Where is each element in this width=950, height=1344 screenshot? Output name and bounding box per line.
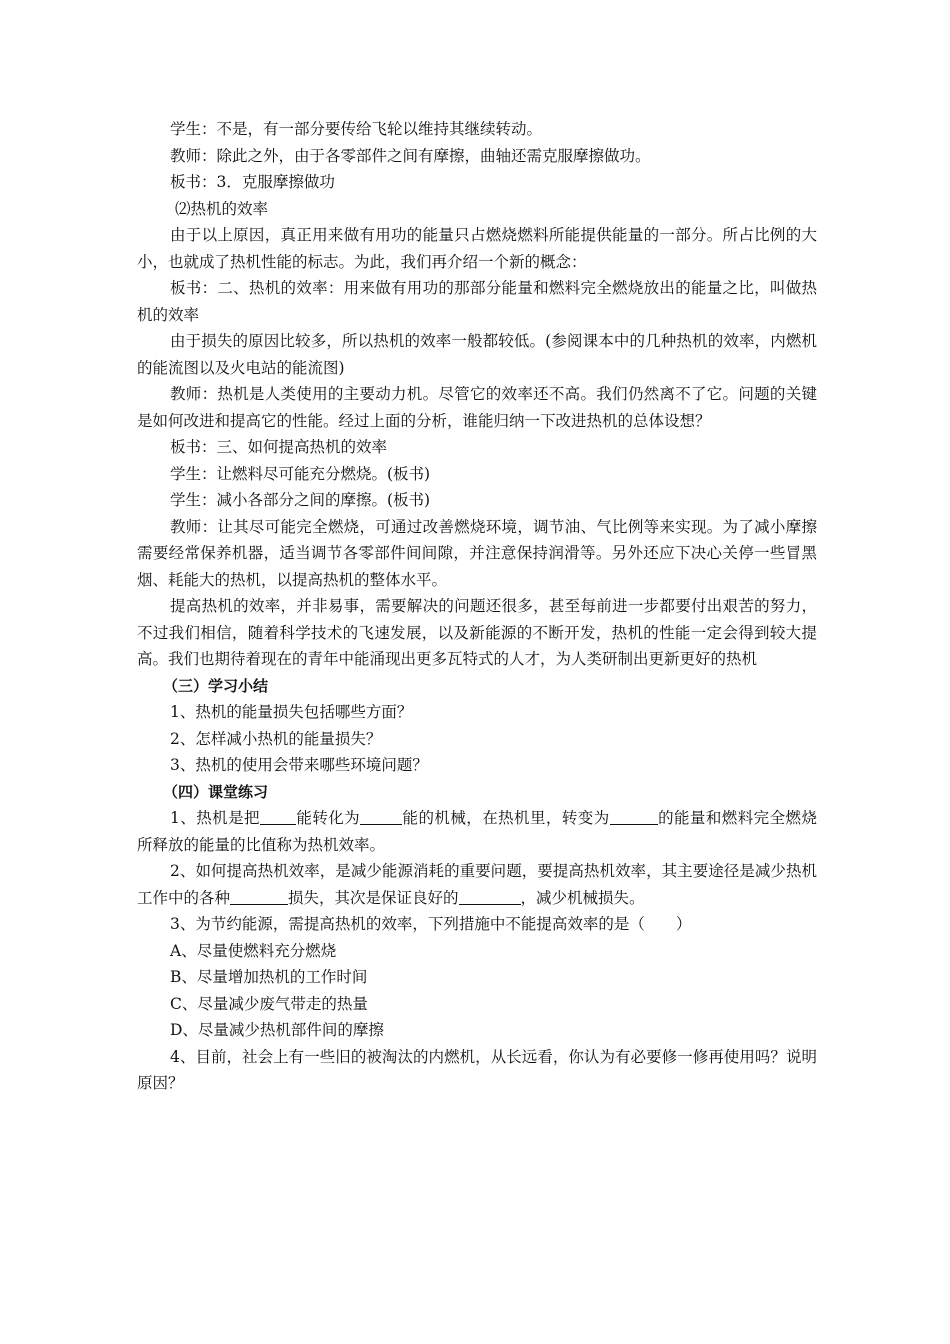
practice-question-3-stem: 3、为节约能源，需提高热机的效率，下列措施中不能提高效率的是（ ） [170, 915, 692, 933]
document-page [137, 116, 817, 1097]
summary-heading: （三）学习小结 [163, 676, 269, 695]
practice-question-4: 4、目前，社会上有一些旧的被淘汰的内燃机，从长远看，你认为有必要修一修再使用吗？说明原因？ [137, 1047, 817, 1092]
q1-text-e: 全燃烧所释放的能量的比值称为热机效率。 [137, 809, 817, 854]
fill-blank[interactable] [260, 808, 296, 825]
paragraph-board-note-definition: 板书：二、热机的效率：用来做有用功的那部分能量和燃料完全燃烧放出的能量之比，叫做热机的效率 [137, 279, 817, 324]
q1-text-a: 1、热机是把 [170, 809, 260, 827]
summary-item: 3、热机的使用会带来哪些环境问题？ [170, 756, 428, 774]
paragraph-student-answer-2: 学生：让燃料尽可能充分燃烧。(板书) [170, 464, 431, 483]
q2-text-d: ，减少机械损失。 [520, 888, 645, 907]
subheading-heat-engine-efficiency: ⑵热机的效率 [175, 199, 269, 218]
q1-text-b: 能转化为 [295, 809, 361, 827]
fill-blank[interactable] [610, 808, 658, 825]
paragraph-student-answer-3: 学生：减小各部分之间的摩擦。(板书) [170, 491, 431, 509]
paragraph-efficiency-intro: 由于以上原因，真正用来做有用功的能量只占燃烧燃料所能提供能量的一部分。所占比例的大小，也就成了热机性能的标志。为此，我们再介绍一个新的概念： [137, 226, 817, 271]
practice-question-3-option-d: D、尽量减少热机部件间的摩擦 [170, 1021, 384, 1039]
summary-item: 2、怎样减小热机的能量损失？ [170, 729, 382, 748]
practice-question-3-option-c: C、尽量减少废气带走的热量 [170, 994, 368, 1013]
paragraph-board-note-improve: 板书：三、如何提高热机的效率 [170, 438, 388, 456]
summary-item: 1、热机的能量损失包括哪些方面？ [170, 703, 413, 721]
fill-blank[interactable] [230, 888, 288, 905]
paragraph-loss-reasons: 由于损失的原因比较多，所以热机的效率一般都较低。(参阅课本中的几种热机的效率，内燃机的能流图以及火电站的能流图) [137, 332, 817, 377]
q2-text-a: 2、如何提高热机效率，是减少能源消耗的重要问题，要提高热机效率，其主要途径是 [170, 862, 755, 880]
paragraph-board-note-3: 板书：3．克服摩擦做功 [170, 173, 335, 191]
q2-text-b: 减少热机工作中的各种 [137, 862, 817, 907]
q1-text-c: 能的机械，在热机里，转变为 [402, 809, 610, 827]
paragraph-teacher-remark-1: 教师：除此之外，由于各零部件之间有摩擦，曲轴还需克服摩擦做功。 [170, 146, 651, 165]
practice-heading: （四）课堂练习 [163, 782, 269, 801]
q1-text-d: 的能量和燃料完 [657, 809, 770, 827]
paragraph-student-answer-1: 学生：不是，有一部分要传给飞轮以维持其继续转动。 [170, 120, 543, 138]
fill-blank[interactable] [459, 888, 521, 905]
paragraph-conclusion: 提高热机的效率，并非易事，需要解决的问题还很多，甚至每前进一步都要付出艰苦的努力，不过我们相信，随着科学技术的飞速发展，以及新能源的不断开发，热机的性能一定会得到较大提高。我们也期待着现在的青年中能涌现出更多瓦特式的人才，为人类研制出更新更好的热机 [137, 597, 817, 668]
paragraph-teacher-explanation: 教师：让其尽可能完全燃烧，可通过改善燃烧环境，调节油、气比例等来实现。为了减小摩擦需要经常保养机器，适当调节各零部件间间隙，并注意保持润滑等。另外还应下决心关停一些冒黑烟、耗能大的热机，以提高热机的整体水平。 [137, 517, 817, 589]
practice-question-1 [137, 805, 817, 858]
practice-question-3-option-b: B、尽量增加热机的工作时间 [170, 968, 368, 986]
practice-question-3-option-a: A、尽量使燃料充分燃烧 [170, 941, 337, 960]
practice-question-2 [137, 858, 817, 911]
paragraph-teacher-question: 教师：热机是人类使用的主要动力机。尽管它的效率还不高。我们仍然离不了它。问题的关键是如何改进和提高它的性能。经过上面的分析，谁能归纳一下改进热机的总体设想？ [137, 385, 817, 430]
fill-blank[interactable] [360, 808, 402, 825]
q2-text-c: 损失，其次是保证良好的 [288, 888, 459, 907]
